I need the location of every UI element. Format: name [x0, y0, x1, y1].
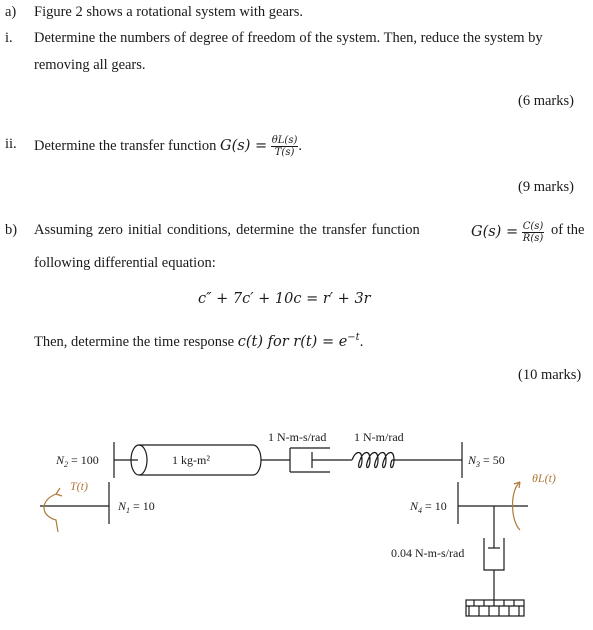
- item-ii-period: .: [298, 137, 302, 154]
- item-ii-text: [34, 135, 302, 158]
- n4-label: $N_4 = 10$: [410, 499, 447, 515]
- gear-system-figure: [0, 420, 593, 630]
- part-b-text2: following differential equation:: [34, 255, 216, 271]
- differential-equation: c″ + 7c′ + 10c = r′ + 3r: [198, 291, 371, 307]
- item-ii-label: ii.: [5, 136, 17, 152]
- part-b-lhs: G(s) =: [471, 223, 519, 240]
- part-b-response: c(t) for r(t) = e: [237, 333, 348, 350]
- torque-label: T(t): [70, 479, 88, 493]
- part-b-label: b): [5, 222, 18, 238]
- part-b-denominator: R(s): [522, 233, 544, 244]
- part-b-marks: (10 marks): [518, 367, 582, 383]
- spring-label: 1 N-m/rad: [354, 430, 404, 444]
- bottom-damper-label: 0.04 N-m-s/rad: [391, 546, 465, 560]
- item-i-label: i.: [5, 30, 13, 46]
- theta-label: θL(t): [532, 471, 556, 485]
- inertia-label: 1 kg-m²: [172, 453, 210, 467]
- n2-label: $N_2 = 100$: [56, 453, 99, 469]
- spring: [352, 453, 394, 468]
- damper-label: 1 N-m-s/rad: [268, 430, 327, 444]
- n1-label: $N_1 = 10$: [118, 499, 155, 515]
- part-b-response-period: .: [359, 333, 364, 350]
- item-ii-lhs: G(s) =: [220, 137, 268, 154]
- item-ii-denominator: T(s): [274, 147, 295, 158]
- part-b-text3: [34, 329, 363, 351]
- ground: [466, 600, 524, 616]
- item-i-text-line1: Determine the numbers of degree of freedom of the system. Then, reduce the system by: [34, 30, 543, 46]
- inertia-right-face: [253, 445, 261, 475]
- item-ii-sentence: Determine the transfer function: [34, 137, 217, 154]
- part-b-fraction: [522, 221, 545, 244]
- part-b-numerator: C(s): [522, 221, 544, 232]
- part-b-text1: Assuming zero initial conditions, determine the transfer function: [34, 222, 420, 238]
- part-b-text3-sentence: Then, determine the time response: [34, 333, 235, 350]
- item-i-text-line2: removing all gears.: [34, 57, 146, 73]
- n3-label: $N_3 = 50$: [468, 453, 505, 469]
- item-i-marks: (6 marks): [518, 93, 574, 109]
- torque-arrow: [44, 494, 58, 532]
- item-ii-fraction: [271, 135, 299, 158]
- part-b-text1-end: of the: [551, 222, 585, 238]
- part-b-response-exponent: −t: [347, 332, 360, 343]
- part-b-fraction-wrap: [471, 221, 544, 244]
- part-a-intro: Figure 2 shows a rotational system with gears.: [34, 4, 304, 20]
- part-a-label: a): [5, 4, 17, 20]
- item-ii-numerator: θL(s): [271, 135, 298, 146]
- item-ii-marks: (9 marks): [518, 179, 574, 195]
